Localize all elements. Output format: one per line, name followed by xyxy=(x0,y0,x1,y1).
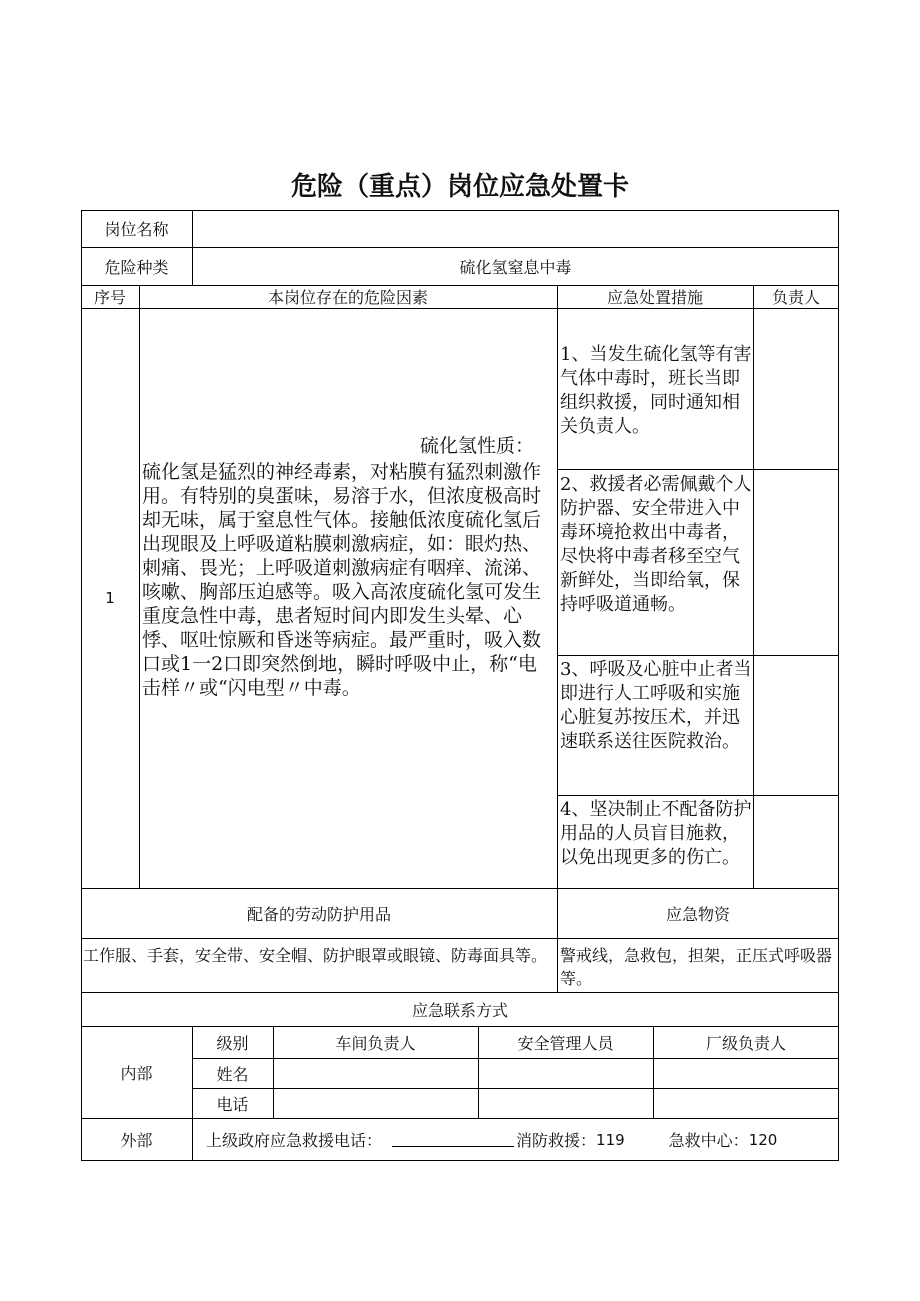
measure-divider xyxy=(557,655,839,656)
post-name-value xyxy=(192,210,839,247)
measure-1: 1、当发生硫化氢等有害气体中毒时，班长当即组织救援，同时通知相关负责人。 xyxy=(560,344,752,437)
measure-4: 4、坚决制止不配备防护用品的人员盲目施救，以免出现更多的伤亡。 xyxy=(560,799,752,868)
row-seq: 1 xyxy=(105,589,115,607)
page-title: 危险（重点）岗位应急处置卡 xyxy=(290,172,629,202)
external-label: 外部 xyxy=(120,1131,153,1150)
hazard-type-value: 硫化氢窒息中毒 xyxy=(459,257,572,277)
factor-text: 硫化氢是猛烈的神经毒素，对粘膜有猛烈刺激作用。有特别的臭蛋味，易溶于水，但浓度极高时却无味，属于窒息性气体。接触低浓度硫化氢后出现眼及上呼吸道粘膜刺激病症，如：眼灼热、刺痛、畏光；上呼吸道刺激病症有咽痒、流涕、咳嗽、胸部压迫感等。吸入高浓度硫化氢可发生重度急性中毒，患者短时间内即发生头晕、心悸、呕吐惊厥和昏迷等病症。最严重时，吸入数口或1一2口即突然倒地，瞬时呼吸中止，称“电击样〃或“闪电型〃中毒。 xyxy=(142,461,542,699)
col-workshop: 车间负责人 xyxy=(335,1033,416,1053)
ppe-label: 配备的劳动防护用品 xyxy=(246,904,391,924)
header-owner: 负责人 xyxy=(771,288,820,307)
hazard-type-label: 危险种类 xyxy=(104,257,169,277)
row-phone-label: 电话 xyxy=(216,1094,249,1114)
col-divider xyxy=(139,285,140,888)
ppe-value: 工作服、手套，安全带、安全帽、防护眼罩或眼镜、防毒面具等。 xyxy=(83,946,548,965)
gov-phone-label: 上级政府应急救援电话： xyxy=(206,1131,383,1150)
header-seq: 序号 xyxy=(93,288,126,307)
external-contacts xyxy=(206,1118,836,1161)
measure-divider xyxy=(557,795,839,796)
supplies-label: 应急物资 xyxy=(665,904,730,924)
col-divider xyxy=(557,285,558,992)
fire-label: 消防救援： xyxy=(516,1131,597,1150)
header-factors: 本岗位存在的危险因素 xyxy=(267,288,428,307)
row-divider xyxy=(192,1088,839,1089)
col-factory: 厂级负责人 xyxy=(705,1033,786,1053)
contact-label: 应急联系方式 xyxy=(411,1000,508,1020)
internal-label: 内部 xyxy=(120,1063,153,1083)
measure-2: 2、救援者必需佩戴个人防护器、安全带进入中毒环境抢救出中毒者，尽快将中毒者移至空气新鲜处，当即给氧，保持呼吸道通畅。 xyxy=(560,474,752,615)
measure-3: 3、呼吸及心脏中止者当即进行人工呼吸和实施心脏复苏按压术，并迅速联系送往医院救治。 xyxy=(560,659,752,752)
supplies-value: 警戒线，急救包，担架，正压式呼吸器等。 xyxy=(560,946,833,988)
ems-label: 急救中心： xyxy=(668,1131,749,1150)
gov-phone-blank xyxy=(392,1132,514,1147)
row-divider xyxy=(81,308,839,309)
measure-divider xyxy=(557,469,839,470)
col-divider xyxy=(753,285,754,888)
row-divider xyxy=(81,938,839,939)
col-level: 级别 xyxy=(216,1033,249,1053)
row-name-label: 姓名 xyxy=(216,1064,249,1084)
ems-number: 120 xyxy=(748,1130,778,1149)
row-divider xyxy=(192,1058,839,1059)
col-safety: 安全管理人员 xyxy=(517,1033,614,1053)
factor-heading: 硫化氢性质： xyxy=(420,435,535,457)
post-name-label: 岗位名称 xyxy=(104,220,169,239)
fire-number: 119 xyxy=(596,1130,625,1149)
header-measures: 应急处置措施 xyxy=(606,288,703,307)
